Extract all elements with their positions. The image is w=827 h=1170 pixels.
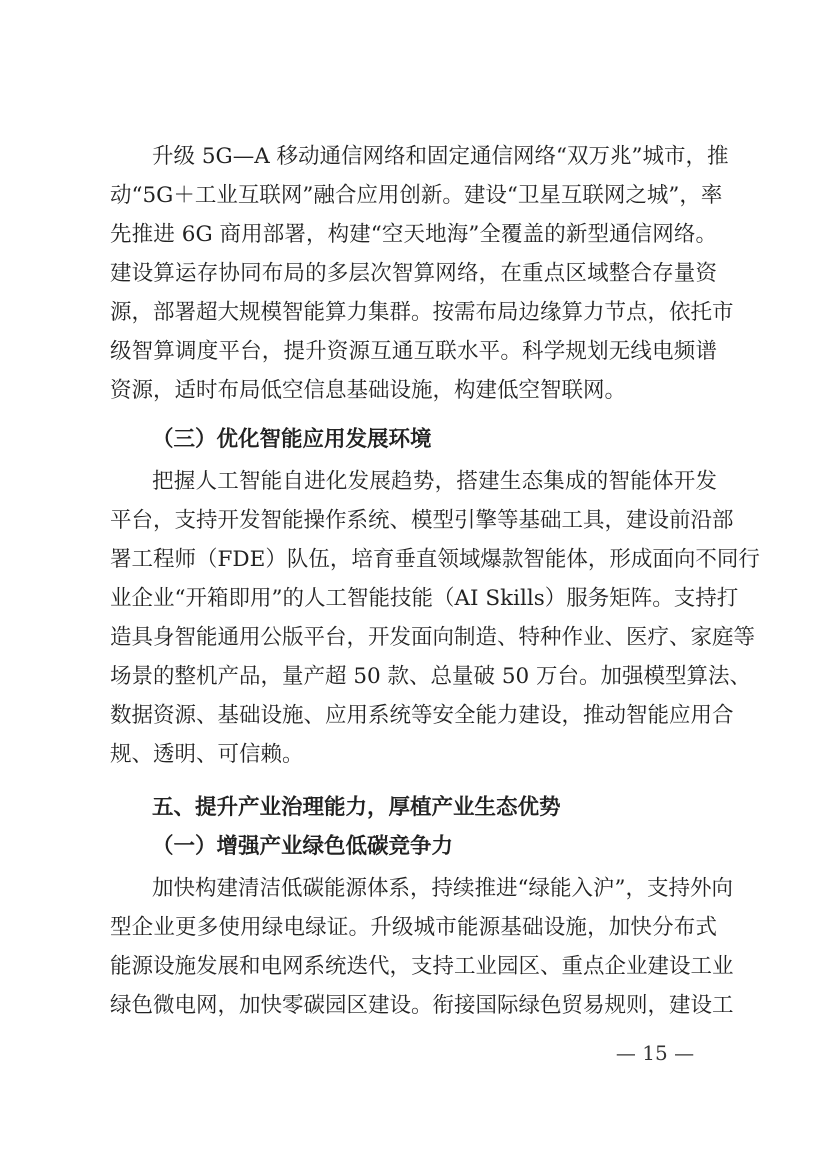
paragraph-line: 业企业“开箱即用”的人工智能技能（AI Skills）服务矩阵。支持打: [110, 586, 739, 611]
paragraph-line: 建设算运存协同布局的多层次智算网络，在重点区域整合存量资: [110, 261, 717, 286]
paragraph-line: 资源，适时布局低空信息基础设施，构建低空智联网。: [110, 378, 627, 403]
paragraph-line: 造具身智能通用公版平台，开发面向制造、特种作业、医疗、家庭等: [110, 625, 756, 650]
section-heading-5-1: （一）增强产业绿色低碳竞争力: [152, 834, 454, 859]
paragraph-line: 平台，支持开发智能操作系统、模型引擎等基础工具，建设前沿部: [110, 508, 734, 533]
page-number: — 15 —: [615, 1041, 695, 1065]
paragraph-line: 能源设施发展和电网系统迭代，支持工业园区、重点企业建设工业: [110, 954, 734, 979]
paragraph-line: 级智算调度平台，提升资源互通互联水平。科学规划无线电频谱: [110, 339, 717, 364]
paragraph-line: 署工程师（FDE）队伍，培育垂直领域爆款智能体，形成面向不同行: [110, 547, 760, 572]
chapter-heading-5: 五、提升产业治理能力，厚植产业生态优势: [152, 795, 561, 820]
paragraph-line: 把握人工智能自进化发展趋势，搭建生态集成的智能体开发: [152, 469, 717, 494]
paragraph-line: 场景的整机产品，量产超 50 款、总量破 50 万台。加强模型算法、: [110, 664, 752, 689]
paragraph-line: 加快构建清洁低碳能源体系，持续推进“绿能入沪”，支持外向: [152, 876, 733, 901]
paragraph-line: 动“5G＋工业互联网”融合应用创新。建设“卫星互联网之城”，率: [110, 183, 723, 208]
section-heading-3: （三）优化智能应用发展环境: [152, 427, 432, 452]
paragraph-line: 源，部署超大规模智能算力集群。按需布局边缘算力节点，依托市: [110, 300, 734, 325]
paragraph-line: 型企业更多使用绿电绿证。升级城市能源基础设施，加快分布式: [110, 915, 717, 940]
paragraph-line: 升级 5G—A 移动通信网络和固定通信网络“双万兆”城市，推: [152, 144, 729, 169]
paragraph-line: 先推进 6G 商用部署，构建“空天地海”全覆盖的新型通信网络。: [110, 222, 717, 247]
paragraph-line: 绿色微电网，加快零碳园区建设。衔接国际绿色贸易规则，建设工: [110, 993, 734, 1018]
paragraph-line: 规、透明、可信赖。: [110, 742, 304, 767]
paragraph-line: 数据资源、基础设施、应用系统等安全能力建设，推动智能应用合: [110, 703, 734, 728]
